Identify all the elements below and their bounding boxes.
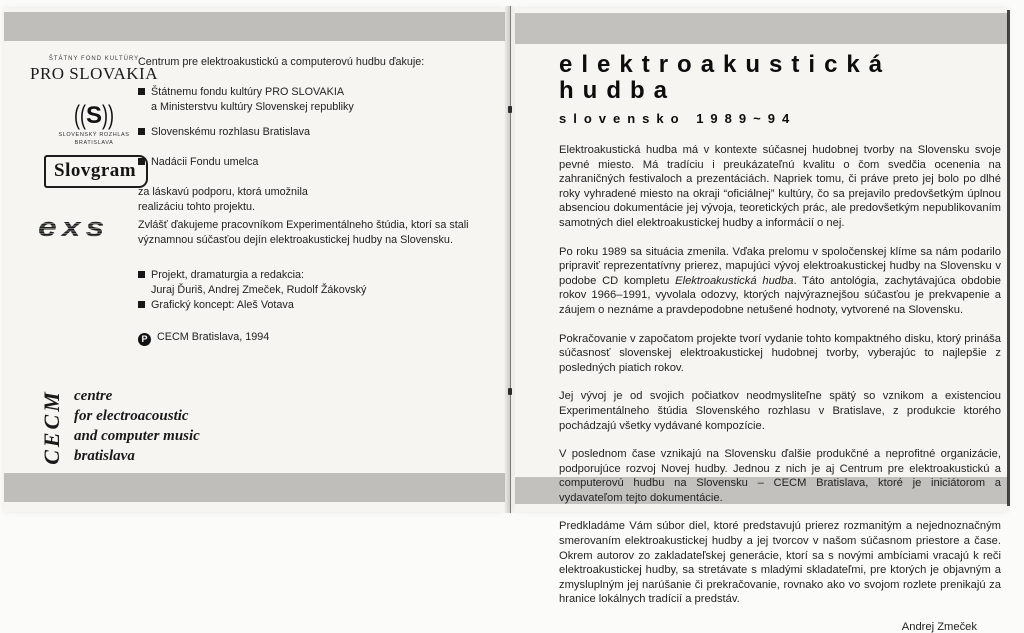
bullet-square-icon	[138, 301, 145, 308]
slovensky-rozhlas-logo	[34, 100, 154, 148]
cecm-script-line: bratislava	[74, 448, 135, 464]
paragraph-4: Jej vývoj je od svojich počiatkov neodmysliteľne spätý so vznikom a existenciou Experimentálneho štúdia Slovenského rozhlasu v Bratislave, z produkcie ktorého pochádzajú všetky vydávané kompozície.	[559, 390, 1001, 432]
gutter-crease	[510, 6, 511, 513]
funder-line2: a Ministerstvu kultúry Slovenskej republiky	[151, 101, 354, 113]
paragraph-2-album-name: Elektroakustická hudba	[675, 274, 794, 287]
funder-line: Štátnemu fondu kultúry PRO SLOVAKIA	[151, 86, 345, 98]
bullet-square-icon	[138, 88, 145, 95]
funder-line: Slovenskému rozhlasu Bratislava	[151, 126, 311, 138]
paragraph-6: Predkladáme Vám súbor diel, ktoré predstavujú prierez rozmanitým a nejednoznačným smerovaním elektroakustickej hudby a jej tvorcov v našom súčasnom priestore a čase. Okrem autorov zo zakladateľskej generácie, ktorí sa s novými ambíciami vracajú k reči elektroakustickej hudby, sa stretávate s mladými skladateľmi, pre ktorých je objavným a zmysluplným jej narúšanie či prekračovanie, rovnako ako vo svojom rozlete prenikajú za hranice lokálnych tradícií a predstáv.	[559, 520, 1001, 606]
cecm-script-block	[32, 380, 232, 480]
radio-wave-right-icon: ))	[102, 100, 114, 130]
pro-slovakia-logo: PRO SLOVAKIA	[29, 64, 158, 83]
paragraph-2	[559, 245, 1001, 318]
staple	[508, 388, 512, 395]
cecm-script-line: and computer music	[74, 428, 200, 444]
album-subtitle: slovensko 1989~94	[559, 111, 797, 126]
left-page	[4, 8, 505, 512]
cecm-script-lines	[74, 386, 200, 466]
slovgram-logo-text: Slovgram	[54, 160, 137, 181]
paragraph-2-after: . Táto antológia, zachytávajúca obdobie rokov 1966–1991, vyvolala odozvy, ktorých najvýraznejšou súčasťou je prekvapenie a záujem o neznáme a pravdepodobne netušené hodnoty, vytvorené na Slovensku.	[559, 274, 1001, 316]
support-note-line1: za láskavú podporu, ktorá umožnila	[138, 186, 308, 198]
liner-notes	[559, 143, 1001, 607]
radio-wave-left-icon: ((	[73, 100, 86, 130]
cecm-script-line: centre	[74, 388, 113, 404]
right-page-top-band	[515, 13, 1008, 44]
paragraph-1: Elektroakustická hudba má v kontexte súčasnej hudobnej tvorby na Slovensku svoje pevné miesto. Má tradíciu i preukázateľnú kvalitu o čom svedčia ocenenia na zahraničných festivaloch a prezentáciách. Napriek tomu, či práve preto jej bolo po dlhé roky vyhradené miesto na okraji “oficiálnej” kultúry, čo sa prejavilo predovšetkým úplnou absenciou dokumentácie jej vývoja, teoretických prác, ale predovšetkým nepublikovaním samotných diel elektroakustickej hudby a informácií o nej.	[559, 144, 1001, 229]
bullet-square-icon	[138, 128, 145, 135]
rozhlas-caption-line1: SLOVENSKÝ ROZHLAS	[58, 132, 130, 138]
funder-item	[138, 85, 354, 115]
support-note	[138, 185, 308, 215]
paragraph-5: V poslednom čase vznikajú na Slovensku ďalšie produkčné a neprofitné organizácie, podporujúce rozvoj Novej hudby. Jednou z nich je aj Centrum pre elektroakustickú a computerovú hudbu na Slovensku – CECM Bratislava, ktoré je iniciátorom a vydavateľom tejto dokumentácie.	[559, 448, 1001, 504]
rozhlas-caption-line2: BRATISLAVA	[74, 140, 114, 147]
exs-logo: exs	[38, 212, 110, 242]
phonogram-icon: P	[138, 333, 151, 346]
album-title-line1: elektroakustická	[559, 51, 892, 78]
right-page	[515, 8, 1008, 633]
funders-intro: Centrum pre elektroakustickú a computerovú hudbu ďakuje:	[138, 56, 425, 68]
phonogram-line	[138, 330, 269, 346]
support-note-line2: realizáciu tohto projektu.	[138, 201, 256, 213]
right-page-content	[559, 52, 1001, 633]
bullet-square-icon	[138, 271, 145, 278]
bullet-square-icon	[138, 158, 145, 165]
special-thanks: Zvlášť ďakujeme pracovníkom Experimentálneho štúdia, ktorí sa stali významnou súčasťou dejín elektroakustickej hudby na Slovensku.	[138, 219, 469, 246]
staple	[508, 106, 512, 113]
radio-s-glyph: S	[85, 102, 102, 129]
author-signature: Andrej Zmeček	[901, 621, 977, 633]
album-title-line2: hudba	[559, 77, 676, 104]
paragraph-3: Pokračovanie v započatom projekte tvorí vydanie tohto kompaktného disku, ktorý prináša súčasnosť slovenskej elektroakustickej hudobnej tvorby, vyberajúc to najlepšie z posledných piatich rokov.	[559, 332, 1001, 374]
project-credit-names: Juraj Ďuriš, Andrej Zmeček, Rudolf Žákovský	[151, 284, 367, 296]
paragraph-2-before: Po roku 1989 sa situácia zmenila. Vďaka prelomu v spoločenskej klíme sa nám podarilo pripraviť reprezentatívny prierez, mapujúci vývoj elektroakustickej hudby na Slovensku v podobe CD kompletu	[559, 245, 1001, 287]
production-credits	[138, 268, 366, 313]
funder-line: Nadácii Fondu umelca	[151, 156, 259, 168]
slovgram-logo	[44, 155, 148, 188]
project-credit-label: Projekt, dramaturgia a redakcia:	[151, 269, 305, 281]
cecm-vertical-text: CECM	[39, 389, 64, 465]
funder-item	[138, 125, 310, 140]
radio-waves-icon	[34, 100, 154, 130]
phonogram-text: CECM Bratislava, 1994	[157, 331, 270, 343]
funder-item	[138, 155, 258, 170]
scan-right-edge	[1007, 10, 1010, 506]
cecm-script-line: for electroacoustic	[74, 408, 189, 424]
slovensky-rozhlas-caption	[34, 131, 154, 148]
graphic-credit-label: Grafický koncept: Aleš Votava	[151, 299, 294, 311]
pro-slovakia-caption: ŠTÁTNY FOND KULTÚRY	[48, 56, 140, 62]
left-page-top-band	[4, 12, 505, 41]
